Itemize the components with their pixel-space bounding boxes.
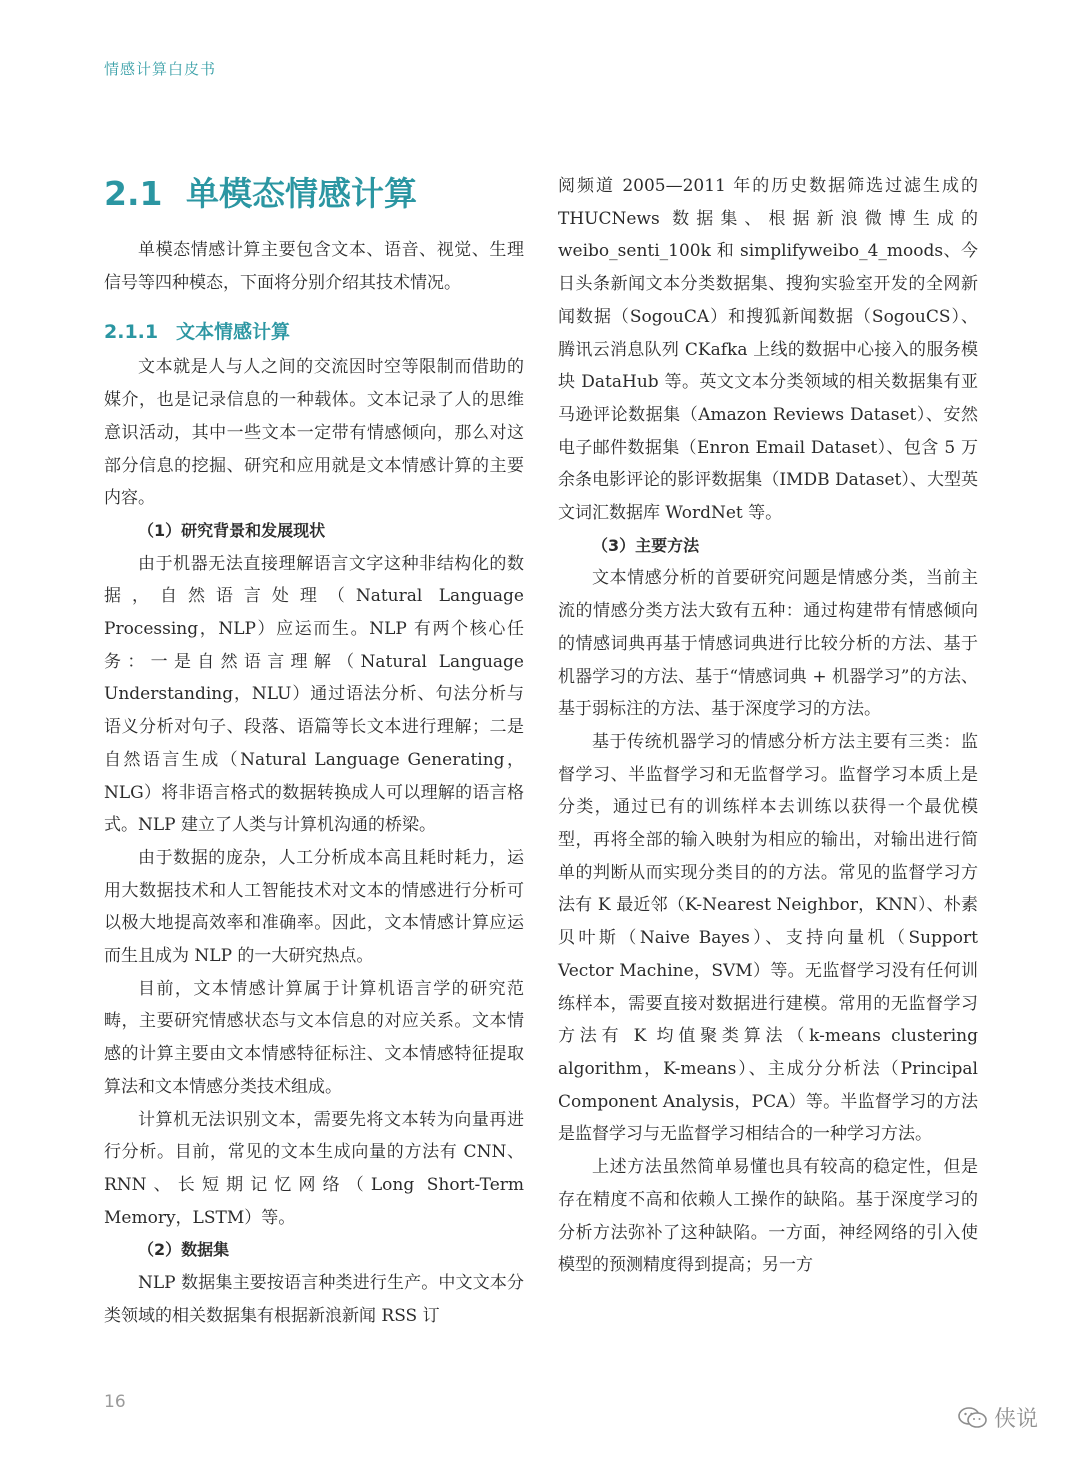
watermark-text: 侠说 [994, 1407, 1039, 1432]
paragraph-continuation: 阅频道 2005—2011 年的历史数据筛选过滤生成的 THUCNews 数据集、根据新浪微博生成的 weibo_senti_100k 和 simplifyweibo_4_moods、今日头条新闻文本分类数据集、搜狗实验室开发的全网新闻数据（SogouCA）和搜狐新闻数据（SogouCS）、腾讯云消息队列 CKafka 上线的数据中心接入的服务模块 DataHub 等。英文文本分类领域的相关数据集有亚马逊评论数据集（Amazon Reviews Dataset）、安然电子邮件数据集（Enron Email Dataset）、包含 5 万余条电影评论的影评数据集（IMDB Dataset）、大型英文词汇数据库 WordNet 等。 [558, 176, 978, 524]
right-column [558, 170, 978, 1282]
paragraph: 目前，文本情感计算属于计算机语言学的研究范畴，主要研究情感状态与文本信息的对应关系。文本情感的计算主要由文本情感特征标注、文本情感特征提取算法和文本情感分类技术组成。 [104, 978, 524, 1097]
page-number: 16 [104, 1392, 126, 1412]
paragraph: 由于数据的庞杂，人工分析成本高且耗时耗力，运用大数据技术和人工智能技术对文本的情感进行分析可以极大地提高效率和准确率。因此，文本情感计算应运而生且成为 NLP 的一大研究热点。 [104, 847, 524, 967]
subsection-number: 2.1.1 [104, 321, 159, 344]
part2-heading: （2）数据集 [138, 1240, 230, 1260]
section-title-text: 单模态情感计算 [186, 174, 417, 213]
subsection-title-text: 文本情感计算 [176, 321, 291, 344]
part1-heading: （1）研究背景和发展现状 [138, 520, 326, 540]
subsection-title [104, 315, 524, 349]
paragraph: 上述方法虽然简单易懂也具有较高的稳定性，但是存在精度不高和依赖人工操作的缺陷。基于深度学习的分析方法弥补了这种缺陷。一方面，神经网络的引入使模型的预测精度得到提高；另一方 [558, 1157, 978, 1276]
running-header: 情感计算白皮书 [104, 60, 217, 78]
watermark [958, 1402, 1038, 1433]
section-number: 2.1 [104, 174, 163, 213]
part3-heading: （3）主要方法 [592, 535, 700, 555]
text-intro-paragraph: 文本就是人与人之间的交流因时空等限制而借助的媒介，也是记录信息的一种载体。文本记录了人的思维意识活动，其中一些文本一定带有情感倾向，那么对这部分信息的挖掘、研究和应用就是文本情感计算的主要内容。 [104, 357, 524, 509]
left-column [104, 234, 524, 1333]
paragraph: 文本情感分析的首要研究问题是情感分类，当前主流的情感分类方法大致有五种：通过构建带有情感倾向的情感词典再基于情感词典进行比较分析的方法、基于机器学习的方法、基于“情感词典 + 机器学习”的方法、基于弱标注的方法、基于深度学习的方法。 [558, 568, 978, 720]
paragraph: 由于机器无法直接理解语言文字这种非结构化的数据，自然语言处理（Natural Language Processing，NLP）应运而生。NLP 有两个核心任务：一是自然语言理解（Natural Language Understanding，NLU）通过语法分析、句法分析与语义分析对句子、段落、语篇等长文本进行理解；二是自然语言生成（Natural Language Generating，NLG）将非语言格式的数据转换成人可以理解的语言格式。NLP 建立了人类与计算机沟通的桥梁。 [104, 553, 524, 836]
section-title [104, 168, 417, 215]
paragraph: 计算机无法识别文本，需要先将文本转为向量再进行分析。目前，常见的文本生成向量的方法有 CNN、RNN、长短期记忆网络（Long Short-Term Memory，LSTM）等。 [104, 1109, 524, 1228]
intro-paragraph: 单模态情感计算主要包含文本、语音、视觉、生理信号等四种模态，下面将分别介绍其技术情况。 [104, 240, 524, 293]
wechat-icon [958, 1406, 988, 1430]
paragraph: NLP 数据集主要按语言种类进行生产。中文文本分类领域的相关数据集有根据新浪新闻 RSS 订 [104, 1273, 524, 1326]
paragraph: 基于传统机器学习的情感分析方法主要有三类：监督学习、半监督学习和无监督学习。监督学习本质上是分类，通过已有的训练样本去训练以获得一个最优模型，再将全部的输入映射为相应的输出，对输出进行简单的判断从而实现分类目的的方法。常见的监督学习方法有 K 最近邻（K-Nearest Neighbor，KNN）、朴素贝叶斯（Naive Bayes）、支持向量机（Support Vector Machine，SVM）等。无监督学习没有任何训练样本，需要直接对数据进行建模。常用的无监督学习方法有 K 均值聚类算法（k-means clustering algorithm，K-means）、主成分分析法（Principal Component Analysis，PCA）等。半监督学习的方法是监督学习与无监督学习相结合的一种学习方法。 [558, 731, 978, 1145]
